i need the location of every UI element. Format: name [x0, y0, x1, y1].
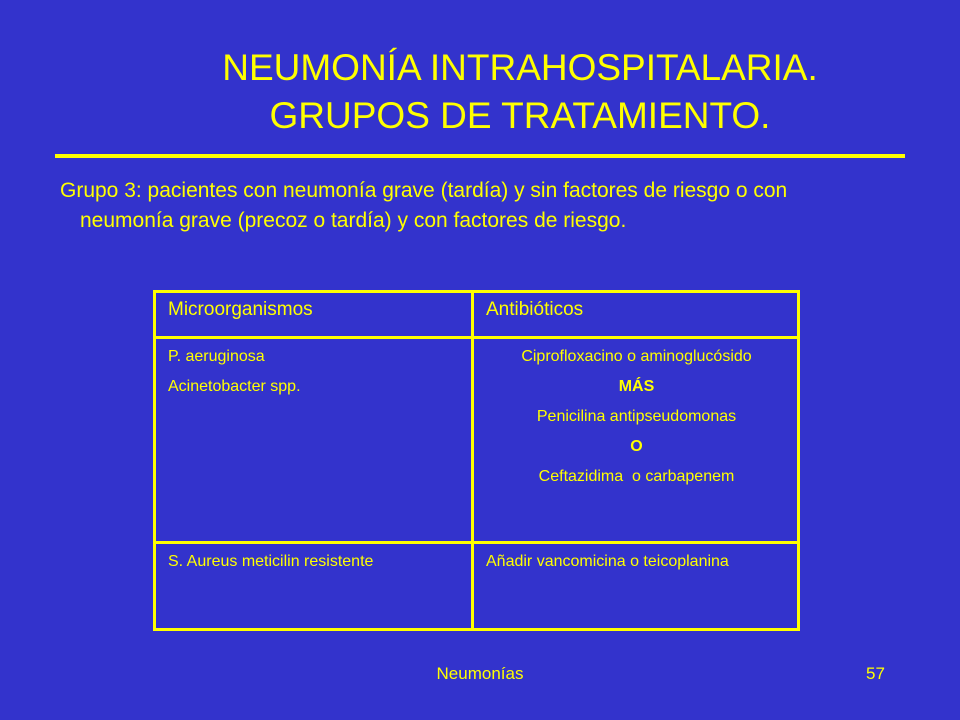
organisms-cell: S. Aureus meticilin resistente — [155, 543, 473, 630]
connector-o: O — [630, 438, 643, 455]
organism-item: Acinetobacter spp. — [168, 378, 301, 395]
antibiotics-cell: Añadir vancomicina o teicoplanina — [473, 543, 799, 630]
table-row — [155, 338, 799, 543]
title-line-2: GRUPOS DE TRATAMIENTO. — [269, 95, 771, 136]
page-number: 57 — [866, 664, 885, 683]
antibiotic-item: Ciprofloxacino o aminoglucósido — [521, 348, 752, 365]
table-header-row — [155, 292, 799, 338]
antibiotic-item: Penicilina antipseudomonas — [536, 408, 737, 425]
connector-mas: MÁS — [618, 378, 655, 395]
header-microorganisms: Microorganismos — [155, 292, 473, 338]
organisms-cell — [155, 338, 473, 543]
header-antibiotics: Antibióticos — [473, 292, 799, 338]
footer-label: Neumonías — [436, 664, 524, 683]
slide-title — [0, 44, 960, 140]
title-divider — [55, 154, 905, 158]
table-row — [155, 543, 799, 630]
antibiotic-item: Ceftazidima o carbapenem — [538, 468, 735, 485]
organism-item: P. aeruginosa — [168, 348, 265, 365]
title-line-1: NEUMONÍA INTRAHOSPITALARIA. — [222, 47, 818, 88]
treatment-table — [153, 290, 800, 631]
group-description: Grupo 3: pacientes con neumonía grave (tardía) y sin factores de riesgo o con neumonía grave (precoz o tardía) y con factores de riesgo. — [60, 179, 788, 232]
antibiotics-cell — [473, 338, 799, 543]
